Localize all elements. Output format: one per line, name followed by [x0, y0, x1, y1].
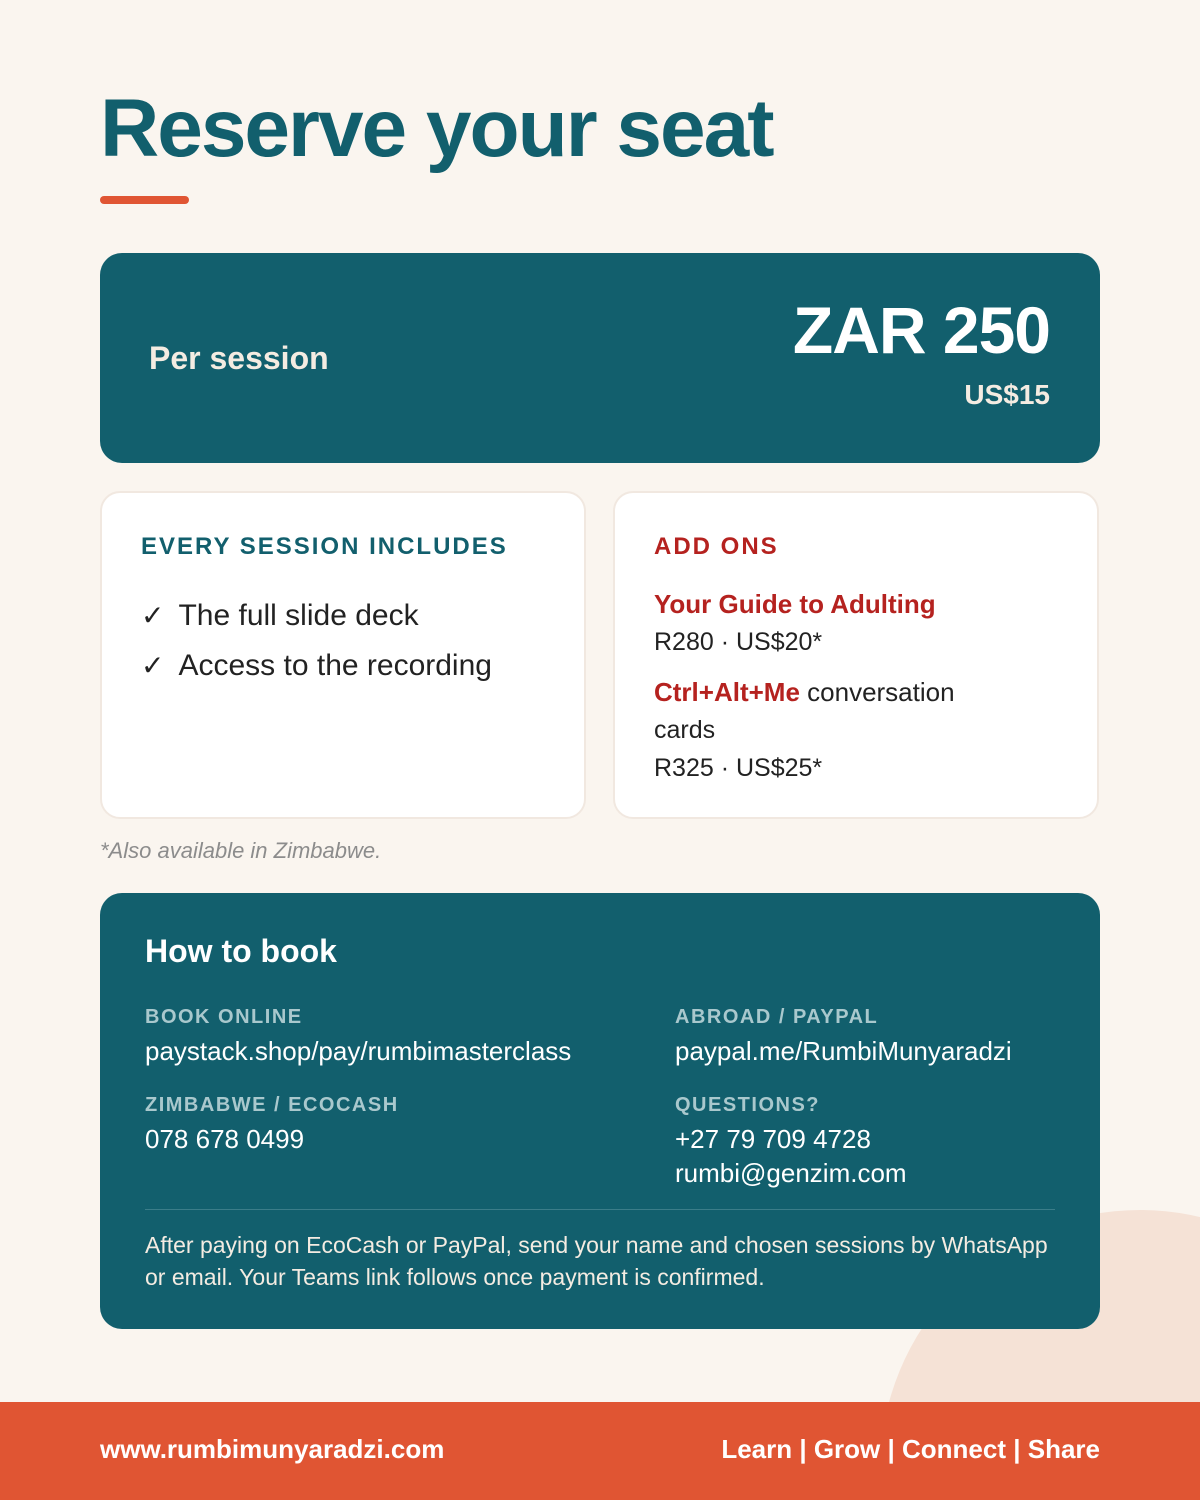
price-zar: ZAR 250	[792, 293, 1050, 367]
include-item-label: The full slide deck	[178, 599, 419, 632]
footer-bar	[0, 1402, 1200, 1500]
ecocash-block	[145, 1092, 399, 1156]
booking-footnote: After paying on EcoCash or PayPal, send your name and chosen sessions by WhatsApp or email. Your Teams link follows once payment is confirmed.	[145, 1232, 1048, 1290]
price-card	[100, 253, 1100, 463]
includes-list	[141, 591, 492, 691]
paypal-block	[675, 1004, 1012, 1068]
includes-card	[100, 491, 586, 819]
page-title: Reserve your seat	[100, 83, 773, 174]
availability-note: *Also available in Zimbabwe.	[100, 838, 382, 863]
questions-block	[675, 1092, 907, 1190]
book-online-block	[145, 1004, 571, 1068]
paypal-label: ABROAD / PAYPAL	[675, 1006, 879, 1028]
addon-name: Your Guide to Adulting	[654, 589, 936, 619]
include-item-label: Access to the recording	[178, 649, 492, 682]
booking-card	[100, 893, 1100, 1329]
addon-price: R280 · US$20*	[654, 628, 823, 656]
booking-title: How to book	[145, 933, 337, 969]
footer-website-link[interactable]: www.rumbimunyaradzi.com	[100, 1434, 445, 1464]
ecocash-number: 078 678 0499	[145, 1124, 305, 1154]
list-item	[141, 591, 492, 641]
checkmark-icon: ✓	[141, 650, 165, 681]
price-label: Per session	[149, 340, 329, 376]
checkmark-icon: ✓	[141, 600, 165, 631]
questions-phone[interactable]: +27 79 709 4728	[675, 1124, 871, 1154]
addons-card	[613, 491, 1099, 819]
paypal-link[interactable]: paypal.me/RumbiMunyaradzi	[675, 1036, 1012, 1066]
divider	[145, 1209, 1055, 1210]
addon-price: R325 · US$25*	[654, 754, 823, 782]
questions-email[interactable]: rumbi@genzim.com	[675, 1158, 907, 1188]
addons-heading: ADD ONS	[654, 533, 779, 560]
book-online-label: BOOK ONLINE	[145, 1006, 303, 1028]
title-underline	[100, 196, 189, 204]
addon-name	[654, 673, 1074, 711]
addon-name-brand: Ctrl+Alt+Me	[654, 677, 800, 707]
list-item	[141, 641, 492, 691]
addon-name-suffix-line2: cards	[654, 716, 716, 744]
questions-label: QUESTIONS?	[675, 1094, 821, 1116]
includes-heading: EVERY SESSION INCLUDES	[141, 533, 508, 560]
footer-tagline: Learn | Grow | Connect | Share	[721, 1434, 1100, 1464]
price-usd: US$15	[964, 379, 1050, 410]
ecocash-label: ZIMBABWE / ECOCASH	[145, 1094, 399, 1116]
book-online-link[interactable]: paystack.shop/pay/rumbimasterclass	[145, 1036, 572, 1066]
addon-name-suffix: conversation	[799, 677, 955, 707]
addons-list	[654, 585, 1074, 787]
